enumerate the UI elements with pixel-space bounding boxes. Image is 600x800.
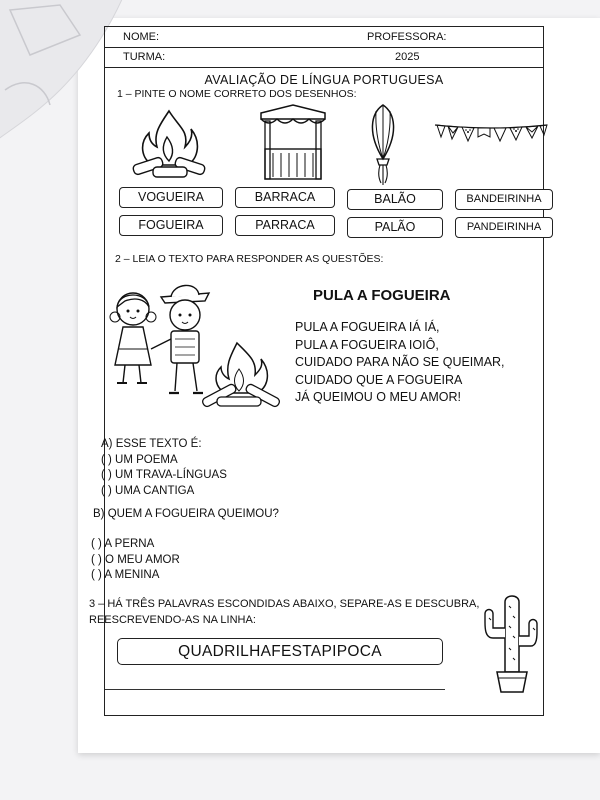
nome-label: NOME: [123,31,160,43]
bunting-flags-drawing-icon [435,123,547,149]
question-2b-options [91,537,180,584]
question-1-prompt: 1 – PINTE O NOME CORRETO DOS DESENHOS: [117,88,357,100]
bonfire-drawing-icon [129,107,211,179]
answer-line [105,689,445,690]
hidden-words-box: QUADRILHAFESTAPIPOCA [117,638,443,665]
question-3-prompt-line2: REESCREVENDO-AS NA LINHA: [89,613,256,626]
poem-text [295,319,505,407]
professora-label: PROFESSORA: [367,31,447,43]
word-option-palao[interactable]: PALÃO [347,217,443,238]
answer-option[interactable]: ( ) O MEU AMOR [91,553,180,566]
answer-option[interactable]: ( ) A PERNA [91,538,155,550]
cactus-drawing-icon [475,592,547,702]
poem-line: PULA A FOGUEIRA IOIÔ, [295,337,439,352]
answer-option[interactable]: ( ) UM TRAVA-LÍNGUAS [101,469,227,481]
question-3-prompt-line1: 3 – HÁ TRÊS PALAVRAS ESCONDIDAS ABAIXO, SEPARE-AS E DESCUBRA, [89,598,480,610]
poem-line: CUIDADO QUE A FOGUEIRA [295,372,463,387]
year-label: 2025 [395,51,420,63]
question-2a [101,437,227,499]
dancing-children-bonfire-illustration [105,279,295,429]
word-option-parraca[interactable]: PARRACA [235,215,335,236]
header-row-name [105,27,543,48]
word-option-balao[interactable]: BALÃO [347,189,443,210]
word-option-fogueira[interactable]: FOGUEIRA [119,215,223,236]
poem-line: JÁ QUEIMOU O MEU AMOR! [295,390,461,404]
poem-line: CUIDADO PARA NÃO SE QUEIMAR, [295,355,505,369]
lantern-balloon-drawing-icon [365,103,401,187]
poem-line: PULA A FOGUEIRA IÁ IÁ, [295,320,440,334]
question-2-prompt: 2 – LEIA O TEXTO PARA RESPONDER AS QUESTÕES: [115,253,384,265]
question-2a-prompt: A) ESSE TEXTO É: [101,438,202,450]
answer-option[interactable]: ( ) UMA CANTIGA [101,484,195,497]
poem-title: PULA A FOGUEIRA [313,287,451,304]
stall-drawing-icon [257,103,329,183]
answer-option[interactable]: ( ) UM POEMA [101,453,178,466]
word-option-barraca[interactable]: BARRACA [235,187,335,208]
word-option-pandeirinha[interactable]: PANDEIRINHA [455,217,553,238]
word-option-vogueira[interactable]: VOGUEIRA [119,187,223,208]
word-option-bandeirinha[interactable]: BANDEIRINHA [455,189,553,210]
turma-label: TURMA: [123,51,166,63]
page-title: AVALIAÇÃO DE LÍNGUA PORTUGUESA [204,73,444,87]
question-2b-prompt: B) QUEM A FOGUEIRA QUEIMOU? [93,508,279,520]
header-row-turma [105,47,543,68]
answer-option[interactable]: ( ) A MENINA [91,569,160,581]
question-3-prompt [89,597,479,628]
worksheet-frame [89,26,544,716]
